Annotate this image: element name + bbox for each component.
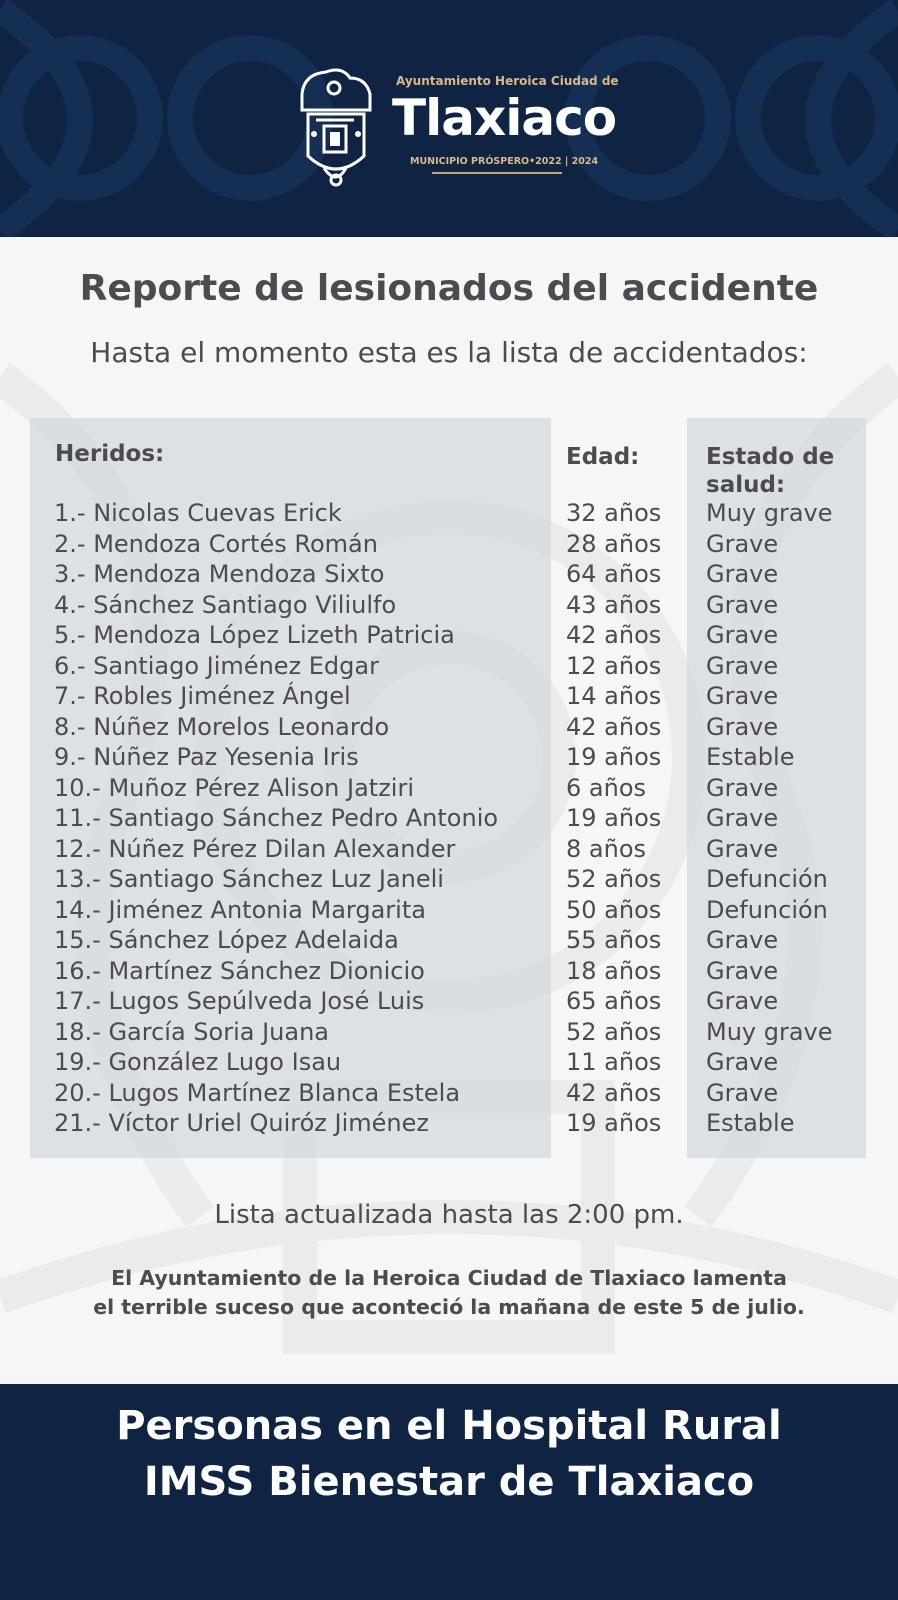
injured-name: 3.- Mendoza Mendoza Sixto bbox=[54, 560, 385, 588]
town-name: Tlaxiaco bbox=[392, 89, 617, 147]
injured-age: 19 años bbox=[566, 1109, 662, 1137]
injured-name: 19.- González Lugo Isau bbox=[54, 1048, 342, 1076]
injured-name: 6.- Santiago Jiménez Edgar bbox=[54, 651, 379, 680]
header-health-status bbox=[706, 443, 834, 499]
injured-status: Grave bbox=[706, 773, 779, 802]
injured-age: 42 años bbox=[566, 712, 662, 741]
injured-status: Estable bbox=[706, 743, 795, 771]
injured-age: 64 años bbox=[566, 560, 662, 588]
injured-status: Grave bbox=[706, 956, 779, 985]
injured-status: Defunción bbox=[706, 865, 828, 893]
injured-age: 19 años bbox=[566, 743, 662, 771]
injured-name: 18.- García Soria Juana bbox=[54, 1017, 330, 1046]
table-row bbox=[0, 1017, 898, 1048]
injured-status: Estable bbox=[706, 1109, 795, 1137]
table-row bbox=[0, 895, 898, 926]
table-row bbox=[0, 925, 898, 956]
report-title: Reporte de lesionados del accidente bbox=[79, 268, 819, 309]
table-row bbox=[0, 651, 898, 682]
injured-name: 21.- Víctor Uriel Quiróz Jiménez bbox=[54, 1109, 429, 1137]
injured-status: Muy grave bbox=[706, 499, 833, 527]
injured-name: 1.- Nicolas Cuevas Erick bbox=[54, 499, 342, 527]
condolence-line-2: el terrible suceso que aconteció la mañana de este 5 de julio. bbox=[93, 1295, 805, 1319]
injured-name: 11.- Santiago Sánchez Pedro Antonio bbox=[54, 804, 499, 832]
injured-name: 4.- Sánchez Santiago Viliulfo bbox=[54, 590, 397, 619]
injured-age: 50 años bbox=[566, 895, 662, 924]
condolence-message bbox=[0, 1264, 898, 1322]
injured-age: 19 años bbox=[566, 804, 662, 832]
table-row bbox=[0, 864, 898, 895]
injured-name: 20.- Lugos Martínez Blanca Estela bbox=[54, 1078, 461, 1107]
injured-age: 55 años bbox=[566, 926, 662, 954]
injured-age: 14 años bbox=[566, 682, 662, 710]
injured-name: 5.- Mendoza López Lizeth Patricia bbox=[54, 621, 455, 649]
table-row bbox=[0, 559, 898, 590]
municipality-logo bbox=[294, 62, 619, 192]
injured-status: Grave bbox=[706, 590, 779, 619]
report-subtitle: Hasta el momento esta es la lista de accidentados: bbox=[90, 336, 808, 369]
injured-age: 52 años bbox=[566, 865, 662, 893]
injured-name: 10.- Muñoz Pérez Alison Jatziri bbox=[54, 773, 414, 802]
table-row bbox=[0, 1078, 898, 1109]
injured-age: 52 años bbox=[566, 1017, 662, 1046]
table-row bbox=[0, 1108, 898, 1139]
table-row bbox=[0, 773, 898, 804]
condolence-line-1: El Ayuntamiento de la Heroica Ciudad de Tlaxiaco lamenta bbox=[111, 1266, 787, 1290]
injured-name: 9.- Núñez Paz Yesenia Iris bbox=[54, 743, 359, 771]
injured-age: 12 años bbox=[566, 651, 662, 680]
injured-age: 18 años bbox=[566, 956, 662, 985]
injured-status: Grave bbox=[706, 1078, 779, 1107]
table-row bbox=[0, 590, 898, 621]
injured-age: 42 años bbox=[566, 1078, 662, 1107]
table-row bbox=[0, 834, 898, 865]
injured-age: 28 años bbox=[566, 529, 662, 558]
footer-line-2: IMSS Bienestar de Tlaxiaco bbox=[143, 1459, 755, 1505]
injured-status: Grave bbox=[706, 529, 779, 558]
header-banner bbox=[0, 0, 898, 237]
slogan: MUNICIPIO PRÓSPERO•2022 | 2024 bbox=[410, 156, 599, 167]
jaguar-seal-icon bbox=[294, 64, 376, 190]
slogan-underline bbox=[432, 172, 562, 174]
injured-name: 14.- Jiménez Antonia Margarita bbox=[54, 895, 426, 924]
injured-age: 11 años bbox=[566, 1048, 662, 1076]
table-row bbox=[0, 712, 898, 743]
table-row bbox=[0, 803, 898, 834]
footer-line-1: Personas en el Hospital Rural bbox=[116, 1403, 782, 1449]
injured-age: 43 años bbox=[566, 590, 662, 619]
footer-banner bbox=[0, 1384, 898, 1600]
table-row bbox=[0, 986, 898, 1017]
injured-age: 8 años bbox=[566, 834, 647, 863]
injured-status: Muy grave bbox=[706, 1017, 833, 1046]
injured-age: 32 años bbox=[566, 499, 662, 527]
injured-name: 13.- Santiago Sánchez Luz Janeli bbox=[54, 865, 444, 893]
injured-status: Defunción bbox=[706, 895, 828, 924]
injured-age: 42 años bbox=[566, 621, 662, 649]
injured-status: Grave bbox=[706, 560, 779, 588]
header-age: Edad: bbox=[566, 444, 640, 470]
municipality-label: Ayuntamiento Heroica Ciudad de bbox=[396, 74, 619, 88]
injured-status: Grave bbox=[706, 682, 779, 710]
injured-name: 17.- Lugos Sepúlveda José Luis bbox=[54, 987, 425, 1015]
table-row bbox=[0, 620, 898, 651]
injured-name: 12.- Núñez Pérez Dilan Alexander bbox=[54, 834, 456, 863]
table-row bbox=[0, 956, 898, 987]
footer-title bbox=[0, 1398, 898, 1510]
injured-age: 6 años bbox=[566, 773, 647, 802]
injured-status: Grave bbox=[706, 651, 779, 680]
injured-status: Grave bbox=[706, 926, 779, 954]
injured-status: Grave bbox=[706, 1048, 779, 1076]
injured-status: Grave bbox=[706, 804, 779, 832]
injured-name: 7.- Robles Jiménez Ángel bbox=[54, 682, 351, 710]
injured-status: Grave bbox=[706, 712, 779, 741]
table-row bbox=[0, 1047, 898, 1078]
updated-note: Lista actualizada hasta las 2:00 pm. bbox=[214, 1200, 684, 1230]
injured-age: 65 años bbox=[566, 987, 662, 1015]
header-injured: Heridos: bbox=[55, 441, 165, 467]
injured-status: Grave bbox=[706, 834, 779, 863]
injured-list bbox=[0, 498, 898, 1139]
injured-name: 2.- Mendoza Cortés Román bbox=[54, 529, 378, 558]
injured-status: Grave bbox=[706, 987, 779, 1015]
header-health-status-line2: salud: bbox=[706, 472, 786, 498]
injured-name: 15.- Sánchez López Adelaida bbox=[54, 926, 399, 954]
table-row bbox=[0, 742, 898, 773]
injured-name: 8.- Núñez Morelos Leonardo bbox=[54, 712, 390, 741]
injured-status: Grave bbox=[706, 621, 779, 649]
table-row bbox=[0, 498, 898, 529]
header-health-status-line1: Estado de bbox=[706, 444, 835, 470]
injured-name: 16.- Martínez Sánchez Dionicio bbox=[54, 956, 425, 985]
table-row bbox=[0, 529, 898, 560]
table-row bbox=[0, 681, 898, 712]
